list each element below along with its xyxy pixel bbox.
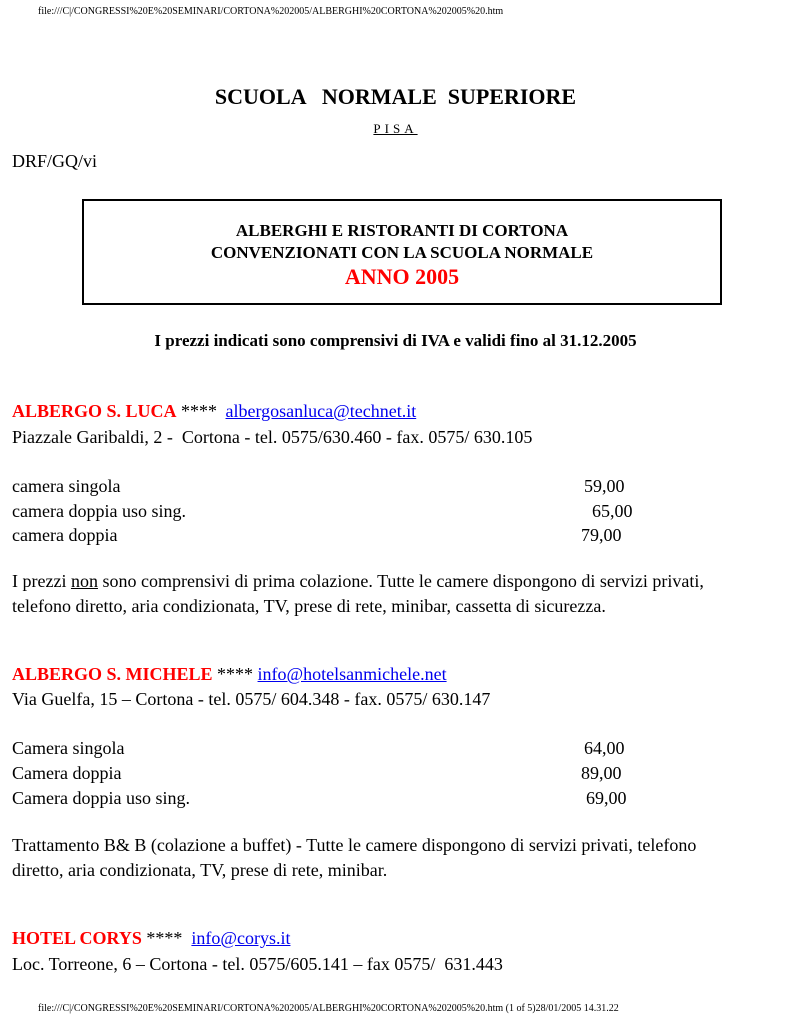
hotel-stars: **** (212, 664, 258, 684)
hotel-address: Via Guelfa, 15 – Cortona - tel. 0575/ 604.348 - fax. 0575/ 630.147 (12, 689, 491, 709)
page-subtitle: PISA (373, 121, 418, 136)
notes-text: I prezzi (12, 571, 71, 591)
room-label: Camera doppia uso sing. (12, 788, 190, 808)
hotel-stars: **** (176, 401, 222, 421)
hotel-address: Piazzale Garibaldi, 2 - Cortona - tel. 0575/630.460 - fax. 0575/ 630.105 (12, 427, 533, 447)
hotel-heading (12, 401, 416, 422)
notes-text: sono comprensivi di prima colazione. Tutte le camere dispongono di servizi privati, (97, 571, 704, 591)
price-note: I prezzi indicati sono comprensivi di IVA e validi fino al 31.12.2005 (154, 331, 637, 350)
hotel-email-link[interactable]: info@hotelsanmichele.net (257, 664, 447, 684)
hotel-notes-line-2: telefono diretto, aria condizionata, TV, prese di rete, minibar, cassetta di sicurezza. (12, 596, 606, 616)
box-line-1: ALBERGHI E RISTORANTI DI CORTONA (235, 221, 569, 240)
room-label: Camera doppia (12, 763, 122, 783)
footer-url: file:///C|/CONGRESSI%20E%20SEMINARI/CORTONA%202005/ALBERGHI%20CORTONA%202005%20.htm (1 of 5)28/01/2005 14.31.22 (38, 1003, 619, 1014)
hotel-heading (12, 928, 290, 949)
room-label: camera singola (12, 476, 121, 496)
hotel-heading (12, 664, 447, 685)
hotel-name: ALBERGO S. LUCA (12, 401, 177, 421)
notes-emphasis: non (70, 571, 98, 591)
hotel-notes-line-1: Trattamento B& B (colazione a buffet) - Tutte le camere dispongono di servizi privati, telefono (12, 835, 697, 855)
room-label: Camera singola (12, 738, 125, 758)
hotel-email-link[interactable]: info@corys.it (191, 928, 291, 948)
room-price: 79,00 (581, 525, 622, 545)
header-url: file:///C|/CONGRESSI%20E%20SEMINARI/CORTONA%202005/ALBERGHI%20CORTONA%202005%20.htm (38, 6, 504, 17)
reference-code: DRF/GQ/vi (12, 151, 98, 171)
hotel-address: Loc. Torreone, 6 – Cortona - tel. 0575/605.141 – fax 0575/ 631.443 (12, 954, 503, 974)
hotel-email-link[interactable]: albergosanluca@technet.it (225, 401, 417, 421)
room-price: 89,00 (581, 763, 622, 783)
room-price: 65,00 (592, 501, 633, 521)
hotel-stars: **** (141, 928, 192, 948)
box-line-2: CONVENZIONATI CON LA SCUOLA NORMALE (210, 243, 594, 262)
room-price: 59,00 (584, 476, 625, 496)
room-price: 64,00 (584, 738, 625, 758)
room-label: camera doppia (12, 525, 118, 545)
hotel-name: HOTEL CORYS (12, 928, 142, 948)
room-label: camera doppia uso sing. (12, 501, 186, 521)
hotel-notes-line-1 (12, 571, 704, 592)
title-box (82, 199, 722, 305)
hotel-notes-line-2: diretto, aria condizionata, TV, prese di rete, minibar. (12, 860, 388, 880)
page-title: SCUOLA NORMALE SUPERIORE (214, 84, 577, 109)
box-year: ANNO 2005 (344, 264, 460, 289)
hotel-name: ALBERGO S. MICHELE (12, 664, 213, 684)
room-price: 69,00 (586, 788, 627, 808)
